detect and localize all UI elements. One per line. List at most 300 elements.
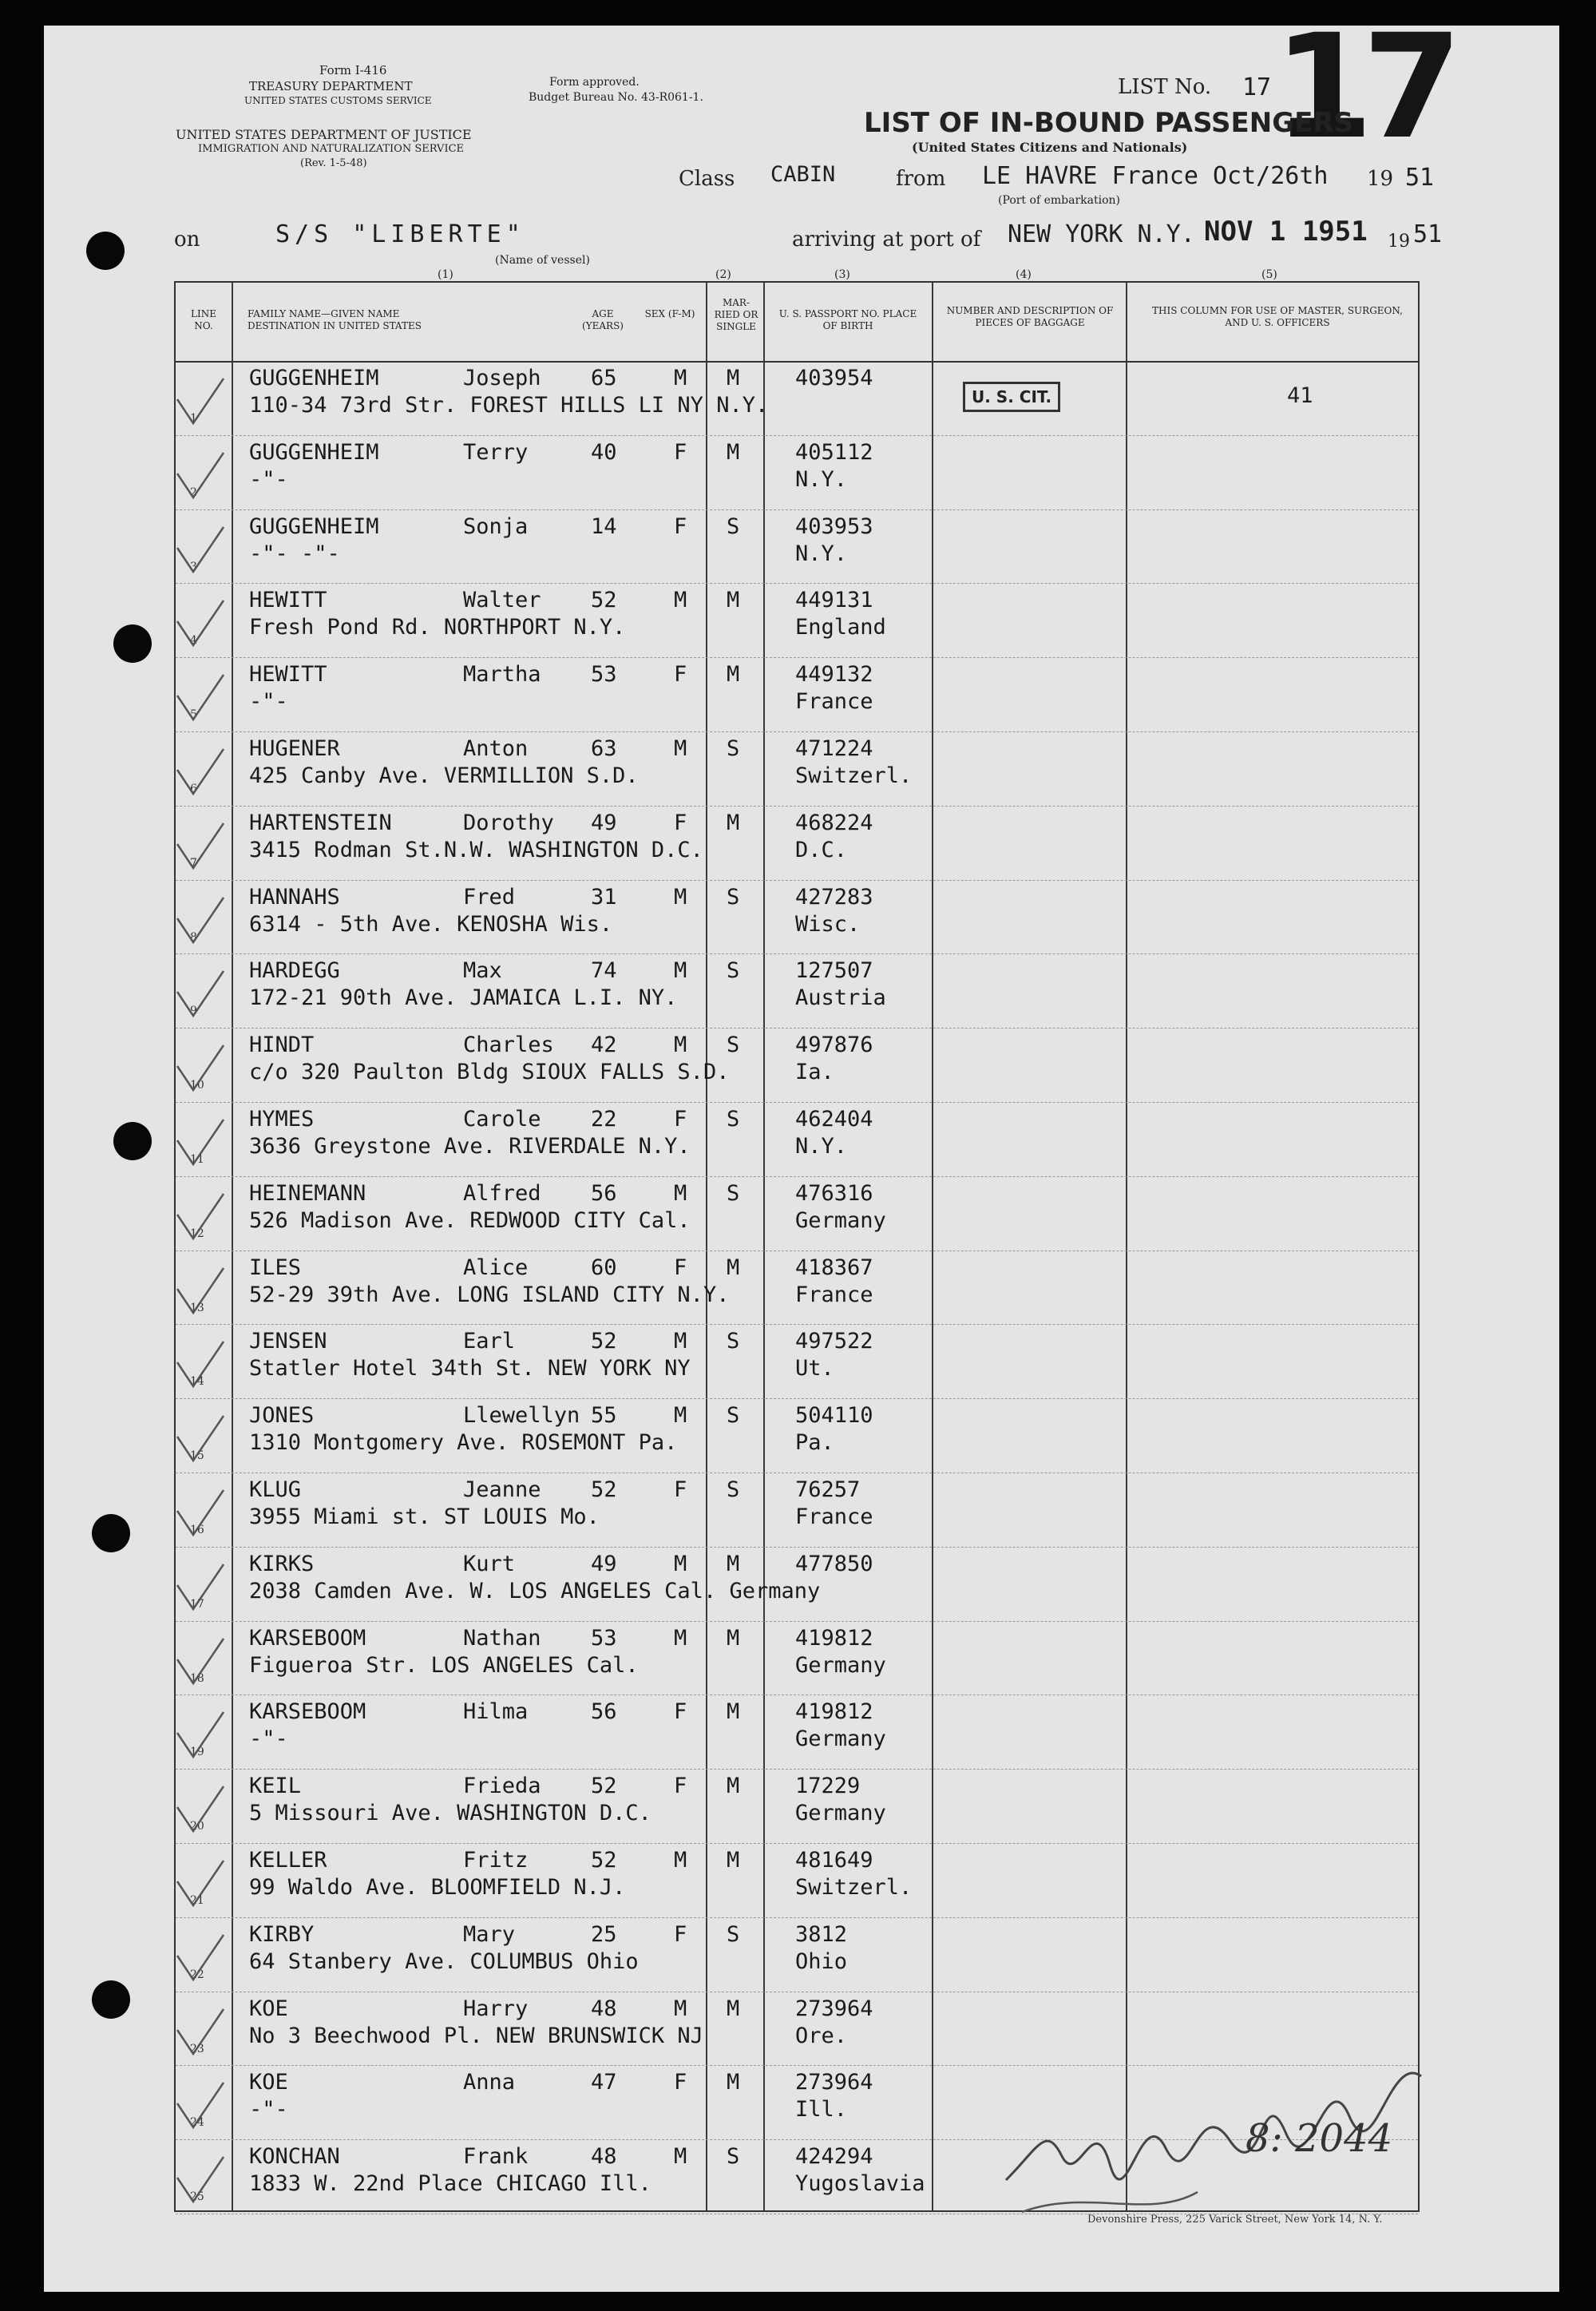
arriving-date-stamp: NOV 1 1951 (1204, 216, 1368, 248)
sex: M (674, 884, 687, 910)
destination: 6314 - 5th Ave. KENOSHA Wis. (249, 911, 613, 937)
family-name: KEIL (249, 1774, 302, 1799)
passport-number: 419812 (795, 1625, 873, 1651)
family-name: HARTENSTEIN (249, 810, 392, 835)
sex: F (674, 1477, 687, 1502)
destination: 110-34 73rd Str. FOREST HILLS LI NY N.Y. (249, 393, 769, 418)
passport-number: 17229 (795, 1774, 861, 1799)
family-name: KARSEBOOM (249, 1625, 366, 1651)
passport-number: 273964 (795, 1996, 873, 2021)
given-name: Anna (463, 2070, 516, 2095)
line-number: 11 (190, 1153, 204, 1166)
family-name: HARDEGG (249, 958, 340, 984)
table-row (176, 731, 1418, 807)
age: 48 (591, 1996, 617, 2021)
marital-status: S (727, 1033, 740, 1058)
checkmark-icon (172, 1857, 228, 1910)
place-of-birth: France (795, 1282, 873, 1307)
passport-number: 76257 (795, 1477, 861, 1502)
place-of-birth: Switzerl. (795, 763, 913, 788)
marital-status: M (727, 366, 740, 390)
column-number-2: (2) (715, 268, 731, 281)
place-of-birth: England (795, 615, 886, 640)
header-line-no: LINE NO. (191, 308, 216, 331)
header-baggage: NUMBER AND DESCRIPTION OF PIECES OF BAGGAGE (946, 305, 1114, 328)
marital-status: M (727, 1625, 740, 1651)
marital-status: M (727, 2070, 740, 2095)
table-row (176, 1028, 1418, 1103)
sex: F (674, 662, 687, 688)
year-prefix: 19 (1367, 167, 1394, 191)
destination: 172-21 90th Ave. JAMAICA L.I. NY. (249, 985, 678, 1011)
place-of-birth: Pa. (795, 1430, 834, 1456)
port-note: (Port of embarkation) (998, 194, 1120, 207)
place-of-birth: Germany (795, 1652, 886, 1678)
table-row (176, 509, 1418, 585)
port-of-embarkation: LE HAVRE France Oct/26th (982, 162, 1329, 190)
given-name: Alice (463, 1255, 529, 1280)
age: 55 (591, 1403, 617, 1429)
department-of-justice: UNITED STATES DEPARTMENT OF JUSTICE (176, 127, 472, 142)
sex: M (674, 1403, 687, 1429)
table-row (176, 1176, 1418, 1251)
sex: F (674, 1255, 687, 1280)
age: 53 (591, 662, 617, 688)
sex: M (674, 958, 687, 984)
destination: 1310 Montgomery Ave. ROSEMONT Pa. (249, 1430, 678, 1456)
family-name: HEINEMANN (249, 1180, 366, 1206)
age: 31 (591, 884, 617, 910)
family-name: JONES (249, 1403, 315, 1429)
given-name: Terry (463, 439, 529, 465)
header-sex: SEX (F-M) (644, 308, 695, 319)
line-number: 5 (190, 708, 197, 722)
checkmark-icon (172, 820, 228, 873)
family-name: KOE (249, 2070, 288, 2095)
revision: (Rev. 1-5-48) (300, 157, 367, 169)
destination: c/o 320 Paulton Bldg SIOUX FALLS S.D. (249, 1060, 730, 1085)
passport-number: 497876 (795, 1033, 873, 1058)
place-of-birth: N.Y. (795, 466, 848, 492)
marital-status: M (727, 588, 740, 613)
given-name: Frieda (463, 1774, 541, 1799)
checkmark-icon (172, 1116, 228, 1169)
marital-status: S (727, 1477, 740, 1502)
document-title: LIST OF IN-BOUND PASSENGERS (864, 107, 1353, 139)
binder-hole (113, 624, 152, 663)
checkmark-icon (172, 375, 228, 428)
age: 60 (591, 1255, 617, 1280)
line-number: 2 (190, 486, 197, 499)
checkmark-icon (172, 2006, 228, 2059)
checkmark-icon (172, 1338, 228, 1391)
passport-number: 403953 (795, 513, 873, 539)
line-number: 24 (190, 2116, 204, 2130)
line-number: 1 (190, 412, 197, 425)
given-name: Earl (463, 1329, 516, 1354)
table-row (176, 1251, 1418, 1326)
sex: F (674, 1107, 687, 1132)
place-of-birth: Switzerl. (795, 1875, 913, 1900)
destination: 5 Missouri Ave. WASHINGTON D.C. (249, 1801, 651, 1826)
age: 52 (591, 1329, 617, 1354)
sex: F (674, 2070, 687, 2095)
given-name: Nathan (463, 1625, 541, 1651)
line-number: 7 (190, 856, 197, 870)
officer-note: 41 (1287, 383, 1313, 408)
checkmark-icon (172, 746, 228, 799)
passport-number: 427283 (795, 884, 873, 910)
family-name: HUGENER (249, 736, 340, 761)
age: 49 (591, 1551, 617, 1576)
list-number-label: LIST No. (1118, 75, 1212, 99)
line-number: 13 (190, 1301, 204, 1314)
passport-number: 405112 (795, 439, 873, 465)
on-label: on (174, 228, 200, 252)
age: 74 (591, 958, 617, 984)
marital-status: S (727, 958, 740, 984)
destination: 99 Waldo Ave. BLOOMFIELD N.J. (249, 1875, 626, 1900)
destination: 3415 Rodman St.N.W. WASHINGTON D.C. (249, 837, 703, 862)
line-number: 14 (190, 1375, 204, 1389)
marital-status: S (727, 736, 740, 761)
given-name: Walter (463, 588, 541, 613)
line-number: 4 (190, 634, 197, 648)
place-of-birth: France (795, 1504, 873, 1529)
age: 52 (591, 1848, 617, 1873)
destination: 1833 W. 22nd Place CHICAGO Ill. (249, 2171, 651, 2197)
table-row (176, 583, 1418, 658)
given-name: Hilma (463, 1699, 529, 1725)
destination: Statler Hotel 34th St. NEW YORK NY (249, 1356, 691, 1381)
line-number: 10 (190, 1079, 204, 1092)
signature-code: 8: 2044 (1246, 2116, 1393, 2161)
age: 52 (591, 1774, 617, 1799)
checkmark-icon (172, 524, 228, 577)
destination: Figueroa Str. LOS ANGELES Cal. (249, 1652, 639, 1678)
given-name: Charles (463, 1033, 554, 1058)
marital-status: S (727, 884, 740, 910)
family-name: KARSEBOOM (249, 1699, 366, 1725)
passport-number: 449131 (795, 588, 873, 613)
checkmark-icon (172, 672, 228, 724)
age: 14 (591, 513, 617, 539)
place-of-birth: Wisc. (795, 911, 861, 937)
place-of-birth: Germany (795, 1726, 886, 1752)
table-row (176, 953, 1418, 1029)
given-name: Fritz (463, 1848, 529, 1873)
place-of-birth: Ia. (795, 1060, 834, 1085)
place-of-birth: Yugoslavia (795, 2171, 925, 2197)
passport-number: 419812 (795, 1699, 873, 1725)
sex: M (674, 1329, 687, 1354)
marital-status: M (727, 1774, 740, 1799)
given-name: Fred (463, 884, 516, 910)
document-subtitle: (United States Citizens and Nationals) (912, 140, 1188, 155)
given-name: Joseph (463, 366, 541, 390)
binder-hole (113, 1122, 152, 1160)
list-number-large: 17 (1273, 4, 1451, 171)
passport-number: 424294 (795, 2144, 873, 2170)
vessel-note: (Name of vessel) (495, 254, 590, 267)
table-row (176, 435, 1418, 510)
sex: M (674, 1848, 687, 1873)
destination: 2038 Camden Ave. W. LOS ANGELES Cal. Germany (249, 1578, 821, 1603)
family-name: GUGGENHEIM (249, 439, 379, 465)
age: 48 (591, 2144, 617, 2170)
passport-number: 497522 (795, 1329, 873, 1354)
table-row (176, 1695, 1418, 1770)
given-name: Carole (463, 1107, 541, 1132)
class-value: CABIN (770, 162, 836, 187)
passenger-table (174, 281, 1420, 2212)
age: 42 (591, 1033, 617, 1058)
family-name: HEWITT (249, 588, 327, 613)
checkmark-icon (172, 894, 228, 947)
table-row (176, 1769, 1418, 1844)
sex: F (674, 1774, 687, 1799)
table-row (176, 1324, 1418, 1399)
table-row (176, 806, 1418, 881)
line-number: 20 (190, 1820, 204, 1833)
printer-footer: Devonshire Press, 225 Varick Street, New York 14, N. Y. (1087, 2214, 1383, 2226)
marital-status: M (727, 439, 740, 465)
checkmark-icon (172, 2079, 228, 2132)
list-number-value: 17 (1242, 73, 1272, 101)
given-name: Dorothy (463, 810, 554, 835)
family-name: HEWITT (249, 662, 327, 688)
passport-number: 476316 (795, 1180, 873, 1206)
family-name: KELLER (249, 1848, 327, 1873)
marital-status: S (727, 1180, 740, 1206)
budget-bureau: Budget Bureau No. 43-R061-1. (529, 91, 703, 104)
passport-number: 504110 (795, 1403, 873, 1429)
age: 25 (591, 1921, 617, 1947)
checkmark-icon (172, 2154, 228, 2206)
year-value: 51 (1405, 164, 1435, 192)
line-number: 17 (190, 1597, 204, 1611)
marital-status: S (727, 2144, 740, 2170)
given-name: Llewellyn (463, 1403, 580, 1429)
marital-status: M (727, 1255, 740, 1280)
sex: M (674, 588, 687, 613)
form-approved: Form approved. (549, 76, 640, 89)
passport-number: 449132 (795, 662, 873, 688)
table-row (176, 1398, 1418, 1473)
age: 52 (591, 1477, 617, 1502)
destination: 64 Stanbery Ave. COLUMBUS Ohio (249, 1948, 639, 1974)
given-name: Harry (463, 1996, 529, 2021)
given-name: Anton (463, 736, 529, 761)
destination: 3955 Miami st. ST LOUIS Mo. (249, 1504, 600, 1529)
destination: No 3 Beechwood Pl. NEW BRUNSWICK NJ (249, 2023, 703, 2048)
passport-number: 127507 (795, 958, 873, 984)
destination: Fresh Pond Rd. NORTHPORT N.Y. (249, 615, 626, 640)
family-name: HINDT (249, 1033, 315, 1058)
given-name: Alfred (463, 1180, 541, 1206)
checkmark-icon (172, 1932, 228, 1984)
sex: F (674, 1699, 687, 1725)
marital-status: S (727, 1921, 740, 1947)
table-row (176, 657, 1418, 732)
passport-number: 462404 (795, 1107, 873, 1132)
passport-number: 273964 (795, 2070, 873, 2095)
form-number: Form I-416 (319, 63, 387, 77)
column-number-3: (3) (834, 268, 850, 281)
checkmark-icon (172, 1413, 228, 1465)
arriving-port: NEW YORK N.Y. (1008, 220, 1195, 248)
age: 40 (591, 439, 617, 465)
passport-number: 403954 (795, 366, 873, 390)
marital-status: S (727, 513, 740, 539)
line-number: 23 (190, 2042, 204, 2055)
line-number: 25 (190, 2190, 204, 2204)
class-label: Class (679, 167, 735, 191)
age: 53 (591, 1625, 617, 1651)
age: 63 (591, 736, 617, 761)
place-of-birth: Ill. (795, 2097, 848, 2123)
sex: F (674, 1921, 687, 1947)
passport-number: 477850 (795, 1551, 873, 1576)
arriving-year: 51 (1413, 220, 1443, 248)
age: 56 (591, 1180, 617, 1206)
given-name: Jeanne (463, 1477, 541, 1502)
header-passport: U. S. PASSPORT NO. PLACE OF BIRTH (778, 308, 917, 331)
table-header (176, 283, 1418, 363)
customs-service: UNITED STATES CUSTOMS SERVICE (244, 95, 432, 106)
passport-number: 481649 (795, 1848, 873, 1873)
destination: 526 Madison Ave. REDWOOD CITY Cal. (249, 1207, 691, 1233)
destination: -"- -"- (249, 541, 340, 566)
family-name: ILES (249, 1255, 302, 1280)
checkmark-icon (172, 597, 228, 650)
age: 22 (591, 1107, 617, 1132)
line-number: 22 (190, 1968, 204, 1981)
place-of-birth: N.Y. (795, 1134, 848, 1159)
us-citizen-stamp: U. S. CIT. (963, 382, 1060, 412)
checkmark-icon (172, 1191, 228, 1243)
family-name: JENSEN (249, 1329, 327, 1354)
table-row (176, 1547, 1418, 1622)
sex: M (674, 1033, 687, 1058)
header-married: MAR- RIED OR SINGLE (714, 297, 758, 332)
given-name: Martha (463, 662, 541, 688)
checkmark-icon (172, 1635, 228, 1688)
family-name: KONCHAN (249, 2144, 340, 2170)
family-name: KLUG (249, 1477, 302, 1502)
table-row (176, 361, 1418, 436)
arriving-label: arriving at port of (792, 228, 981, 252)
marital-status: S (727, 1403, 740, 1429)
family-name: KIRKS (249, 1551, 315, 1576)
line-number: 18 (190, 1671, 204, 1685)
passport-number: 418367 (795, 1255, 873, 1280)
line-number: 21 (190, 1894, 204, 1907)
marital-status: M (727, 1848, 740, 1873)
place-of-birth: Germany (795, 1207, 886, 1233)
destination: -"- (249, 1726, 288, 1752)
header-officers: THIS COLUMN FOR USE OF MASTER, SURGEON, AND U. S. OFFICERS (1152, 305, 1403, 328)
family-name: GUGGENHEIM (249, 366, 379, 390)
header-name-destination: FAMILY NAME—GIVEN NAME DESTINATION IN UNITED STATES (248, 308, 422, 331)
checkmark-icon (172, 1783, 228, 1836)
family-name: KOE (249, 1996, 288, 2021)
column-number-1: (1) (438, 268, 453, 281)
age: 65 (591, 366, 617, 390)
table-row (176, 1473, 1418, 1548)
sex: M (674, 2144, 687, 2170)
family-name: HYMES (249, 1107, 315, 1132)
marital-status: S (727, 1329, 740, 1354)
family-name: GUGGENHEIM (249, 513, 379, 539)
table-row (176, 1917, 1418, 1992)
age: 56 (591, 1699, 617, 1725)
marital-status: M (727, 1551, 740, 1576)
age: 52 (591, 588, 617, 613)
checkmark-icon (172, 968, 228, 1021)
age: 49 (591, 810, 617, 835)
table-row (176, 880, 1418, 955)
checkmark-icon (172, 1487, 228, 1540)
table-row (176, 1621, 1418, 1696)
binder-hole (86, 232, 125, 270)
passport-number: 468224 (795, 810, 873, 835)
line-number: 12 (190, 1227, 204, 1240)
marital-status: M (727, 810, 740, 835)
passport-number: 471224 (795, 736, 873, 761)
given-name: Max (463, 958, 502, 984)
line-number: 16 (190, 1524, 204, 1536)
sex: M (674, 736, 687, 761)
checkmark-icon (172, 1561, 228, 1614)
vessel-name: S/S "LIBERTE" (275, 220, 525, 248)
destination: 52-29 39th Ave. LONG ISLAND CITY N.Y. (249, 1282, 730, 1307)
header-age: AGE (YEARS) (582, 308, 624, 331)
family-name: HANNAHS (249, 884, 340, 910)
sex: M (674, 1625, 687, 1651)
age: 47 (591, 2070, 617, 2095)
place-of-birth: D.C. (795, 837, 848, 862)
table-row (176, 1843, 1418, 1918)
destination: -"- (249, 689, 288, 715)
immigration-service: IMMIGRATION AND NATURALIZATION SERVICE (198, 143, 465, 155)
family-name: KIRBY (249, 1921, 315, 1947)
marital-status: M (727, 662, 740, 688)
place-of-birth: France (795, 689, 873, 715)
given-name: Mary (463, 1921, 516, 1947)
sex: M (674, 1996, 687, 2021)
destination: 3636 Greystone Ave. RIVERDALE N.Y. (249, 1134, 691, 1159)
line-number: 15 (190, 1449, 204, 1463)
line-number: 19 (190, 1746, 204, 1759)
sex: F (674, 439, 687, 465)
checkmark-icon (172, 1265, 228, 1318)
checkmark-icon (172, 1709, 228, 1762)
place-of-birth: Austria (795, 985, 886, 1011)
place-of-birth: Germany (795, 1801, 886, 1826)
binder-hole (92, 1980, 130, 2019)
treasury-department: TREASURY DEPARTMENT (249, 79, 413, 93)
line-number: 9 (190, 1005, 197, 1018)
sex: F (674, 513, 687, 539)
place-of-birth: Ore. (795, 2023, 848, 2048)
arriving-year-prefix: 19 (1388, 232, 1410, 252)
destination: 425 Canby Ave. VERMILLION S.D. (249, 763, 639, 788)
given-name: Frank (463, 2144, 529, 2170)
place-of-birth: Ut. (795, 1356, 834, 1381)
line-number: 3 (190, 560, 197, 573)
checkmark-icon (172, 1042, 228, 1095)
